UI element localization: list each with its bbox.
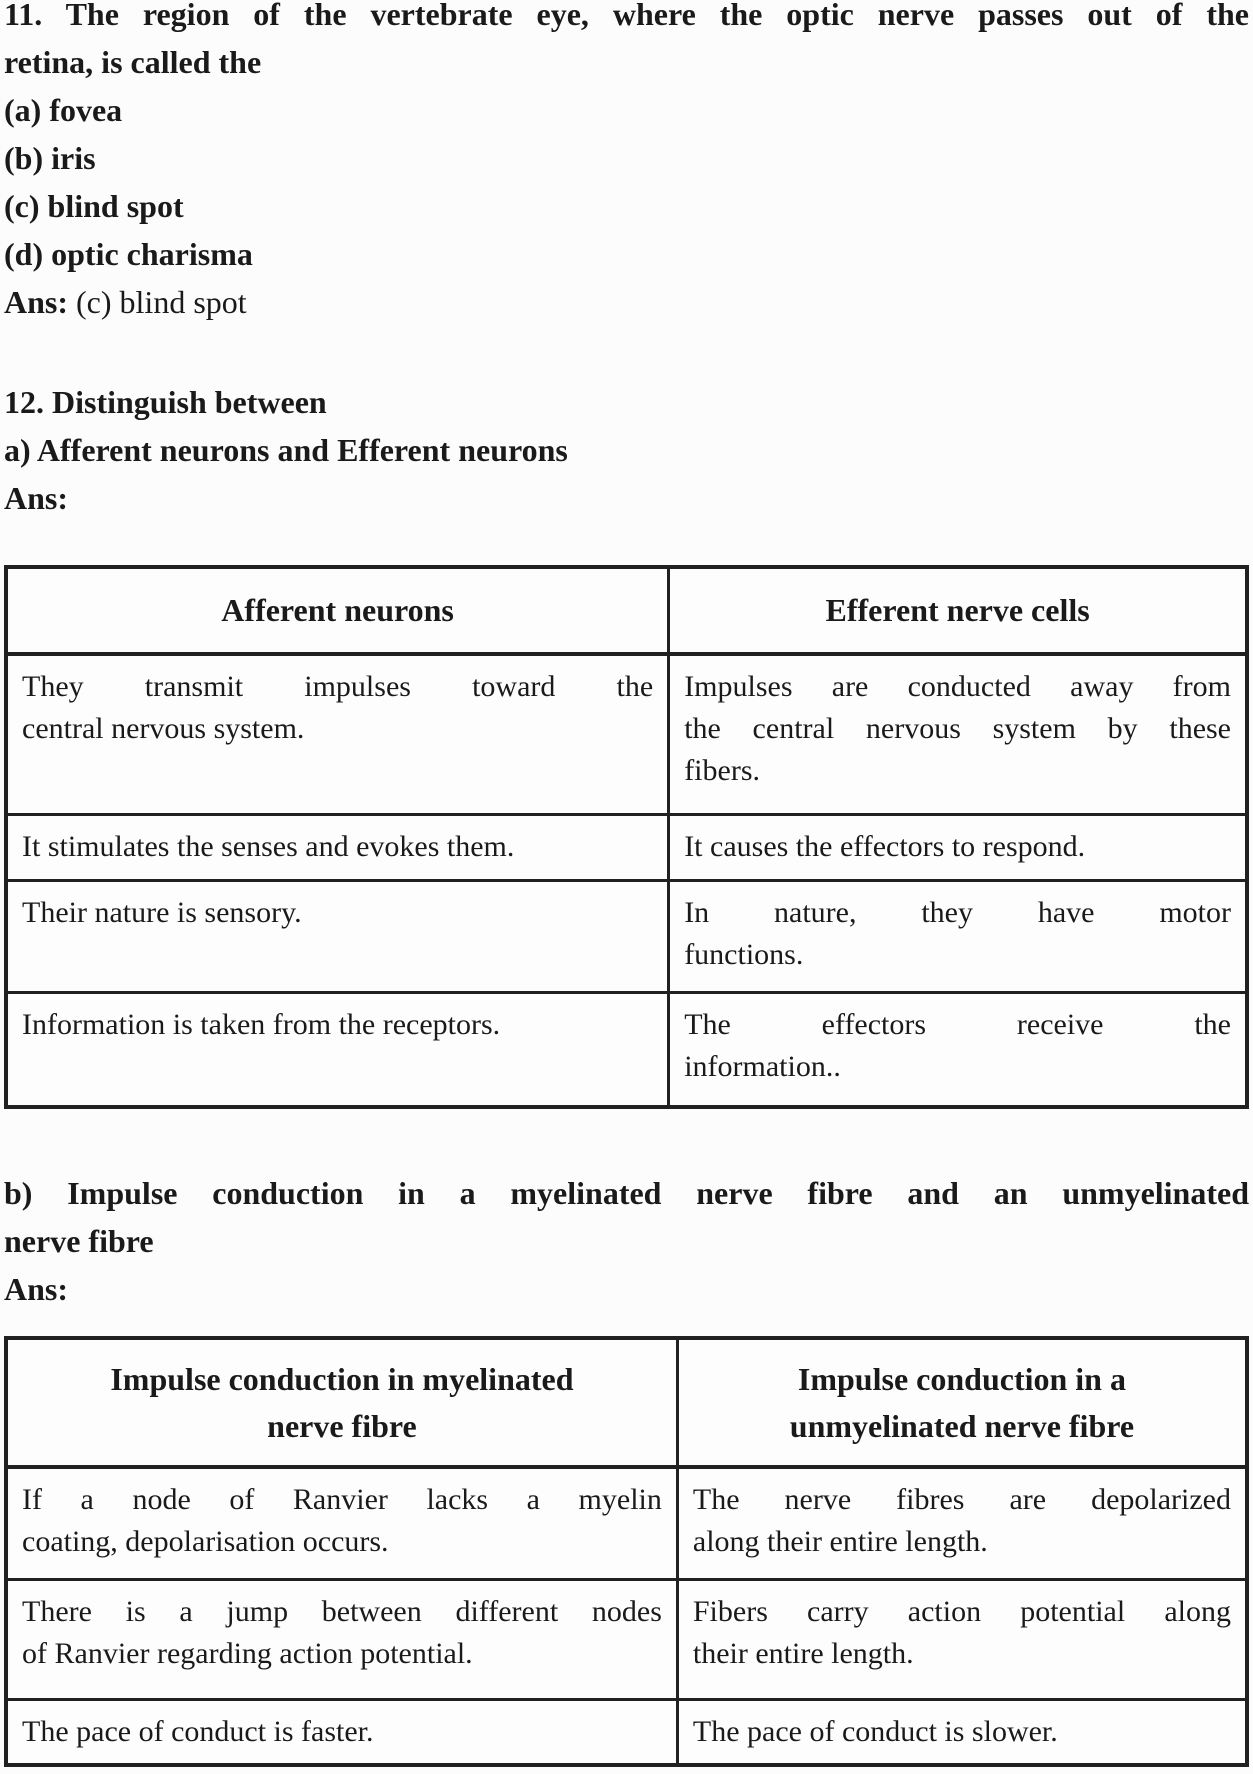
question-12-part-a: a) Afferent neurons and Efferent neurons (4, 432, 568, 468)
text-line: nerve fibre (4, 1223, 154, 1259)
text-line: Impulse conduction in myelinated (110, 1360, 574, 1397)
myelinated-unmyelinated-table (4, 1336, 1249, 1767)
table-row (6, 880, 1247, 992)
text-line: information.. (684, 1049, 841, 1083)
question-12-text: 12. Distinguish between (4, 384, 327, 420)
text-line: Impulse conduction in a (797, 1360, 1126, 1397)
text-line: central nervous system. (22, 712, 305, 745)
text-line: their entire length. (692, 1636, 914, 1670)
text-line: along their entire length. (692, 1525, 988, 1558)
table-cell (6, 880, 669, 992)
text-line: It causes the effectors to respond. (684, 829, 1086, 863)
question-11-text (4, 0, 1249, 86)
table-cell (6, 1467, 677, 1579)
text-line: Afferent neurons (221, 592, 454, 628)
table-header-row (6, 1338, 1247, 1467)
table-cell (669, 880, 1247, 992)
text-line: nerve fibre (267, 1407, 417, 1444)
text-line: The pace of conduct is slower. (692, 1714, 1058, 1748)
table-cell (6, 992, 669, 1107)
table-cell (669, 992, 1247, 1107)
table-cell (6, 814, 669, 880)
text-line: Efferent nerve cells (825, 592, 1090, 628)
afferent-efferent-table-body (6, 654, 1247, 1107)
question-12-part-b (4, 1169, 1249, 1313)
text-line: The nerve fibres are depolarized (692, 1483, 1231, 1516)
table-header-efferent-nerve-cells (669, 567, 1247, 654)
question-11-answer (4, 278, 1249, 326)
text-line: It stimulates the senses and evokes them. (22, 829, 515, 863)
afferent-efferent-table (4, 565, 1249, 1109)
table-cell (6, 654, 669, 814)
answer-label: Ans: (4, 1271, 69, 1307)
text-line: fibers. (684, 754, 760, 787)
table-row (6, 1467, 1247, 1579)
table-row (6, 1579, 1247, 1699)
question-12-part-b-text (4, 1169, 1249, 1265)
table-cell (6, 1579, 677, 1699)
table-row (6, 992, 1247, 1107)
text-line: Their nature is sensory. (22, 895, 302, 929)
text-line: retina, is called the (4, 44, 262, 80)
table-header-myelinated (6, 1338, 677, 1467)
option-line: (c) blind spot (4, 188, 184, 224)
table-cell (677, 1467, 1247, 1579)
afferent-efferent-table-head (6, 567, 1247, 654)
text-line: The pace of conduct is faster. (22, 1714, 374, 1748)
question-12 (4, 378, 1249, 522)
table-header-row (6, 567, 1247, 654)
text-line: The effectors receive the (684, 1007, 1231, 1041)
text-line: b) Impulse conduction in a myelinated nerve fibre and an unmyelinated (4, 1175, 1249, 1211)
text-line: Information is taken from the receptors. (22, 1007, 501, 1041)
text-line: 11. The region of the vertebrate eye, where the optic nerve passes out of the (4, 0, 1249, 32)
option-line: (b) iris (4, 140, 96, 176)
text-line: coating, depolarisation occurs. (22, 1525, 389, 1558)
text-line: Impulses are conducted away from (684, 670, 1231, 703)
text-line: They transmit impulses toward the (22, 670, 654, 703)
table-header-afferent-neurons (6, 567, 669, 654)
text-line: unmyelinated nerve fibre (789, 1407, 1135, 1444)
table-cell (6, 1699, 677, 1765)
text-line: the central nervous system by these (684, 712, 1231, 745)
text-line: functions. (684, 937, 804, 971)
option-line: (d) optic charisma (4, 236, 253, 272)
text-line: There is a jump between different nodes (22, 1594, 662, 1628)
question-11 (4, 0, 1249, 326)
question-12b-answer-label (4, 1265, 1249, 1313)
question-12a-answer-label (4, 474, 1249, 522)
text-line: If a node of Ranvier lacks a myelin (22, 1483, 662, 1516)
answer-label: Ans: (4, 480, 69, 516)
text-line: In nature, they have motor (684, 895, 1231, 929)
text-line: of Ranvier regarding action potential. (22, 1636, 473, 1670)
myelinated-unmyelinated-table-body (6, 1467, 1247, 1765)
table-row (6, 814, 1247, 880)
text-line: Fibers carry action potential along (692, 1594, 1231, 1628)
myelinated-unmyelinated-table-head (6, 1338, 1247, 1467)
table-cell (669, 654, 1247, 814)
table-row (6, 654, 1247, 814)
table-row (6, 1699, 1247, 1765)
answer-label: Ans: (4, 284, 69, 320)
table-header-unmyelinated (677, 1338, 1247, 1467)
option-line: (a) fovea (4, 92, 123, 128)
table-cell (677, 1699, 1247, 1765)
table-cell (669, 814, 1247, 880)
answer-value: (c) blind spot (76, 284, 247, 320)
table-cell (677, 1579, 1247, 1699)
question-11-options (4, 86, 1249, 278)
